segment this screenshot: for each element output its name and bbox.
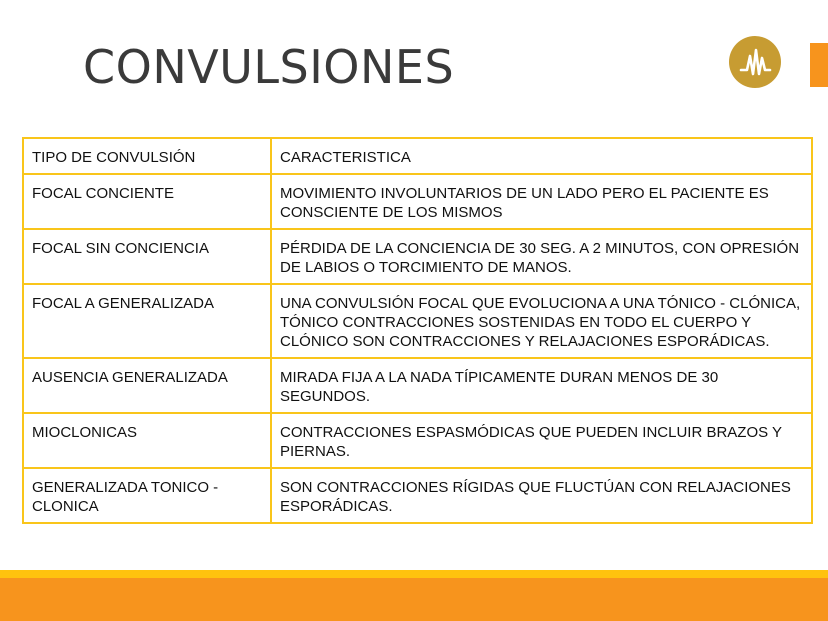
footer-yellow-bar bbox=[0, 570, 828, 578]
characteristic-cell: PÉRDIDA DE LA CONCIENCIA DE 30 SEG. A 2 MINUTOS, CON OPRESIÓN DE LABIOS O TORCIMIENTO DE MANOS. bbox=[271, 229, 812, 284]
convulsion-table bbox=[22, 137, 813, 524]
characteristic-cell: MIRADA FIJA A LA NADA TÍPICAMENTE DURAN MENOS DE 30 SEGUNDOS. bbox=[271, 358, 812, 413]
convulsion-type-cell: FOCAL SIN CONCIENCIA bbox=[23, 229, 271, 284]
header-cell-type: TIPO DE CONVULSIÓN bbox=[23, 138, 271, 174]
table-row bbox=[23, 284, 812, 358]
corner-accent-tab bbox=[810, 43, 828, 87]
characteristic-cell: SON CONTRACCIONES RÍGIDAS QUE FLUCTÚAN CON RELAJACIONES ESPORÁDICAS. bbox=[271, 468, 812, 523]
convulsion-type-cell: FOCAL A GENERALIZADA bbox=[23, 284, 271, 358]
convulsion-type-cell: AUSENCIA GENERALIZADA bbox=[23, 358, 271, 413]
table-row bbox=[23, 468, 812, 523]
header-cell-characteristic: CARACTERISTICA bbox=[271, 138, 812, 174]
characteristic-cell: UNA CONVULSIÓN FOCAL QUE EVOLUCIONA A UNA TÓNICO - CLÓNICA, TÓNICO CONTRACCIONES SOSTENIDAS EN TODO EL CUERPO Y CLÓNICO SON CONTRACCIONES Y RELAJACIONES ESPORÁDICAS. bbox=[271, 284, 812, 358]
characteristic-cell: MOVIMIENTO INVOLUNTARIOS DE UN LADO PERO EL PACIENTE ES CONSCIENTE DE LOS MISMOS bbox=[271, 174, 812, 229]
convulsion-type-cell: MIOCLONICAS bbox=[23, 413, 271, 468]
table-row bbox=[23, 174, 812, 229]
footer-orange-bar bbox=[0, 578, 828, 621]
table-row bbox=[23, 229, 812, 284]
slide-title: CONVULSIONES bbox=[83, 40, 455, 94]
convulsion-type-cell: FOCAL CONCIENTE bbox=[23, 174, 271, 229]
characteristic-cell: CONTRACCIONES ESPASMÓDICAS QUE PUEDEN INCLUIR BRAZOS Y PIERNAS. bbox=[271, 413, 812, 468]
table-header-row bbox=[23, 138, 812, 174]
convulsion-type-cell: GENERALIZADA TONICO - CLONICA bbox=[23, 468, 271, 523]
heartbeat-logo-icon bbox=[729, 36, 781, 88]
table-row bbox=[23, 413, 812, 468]
table-row bbox=[23, 358, 812, 413]
